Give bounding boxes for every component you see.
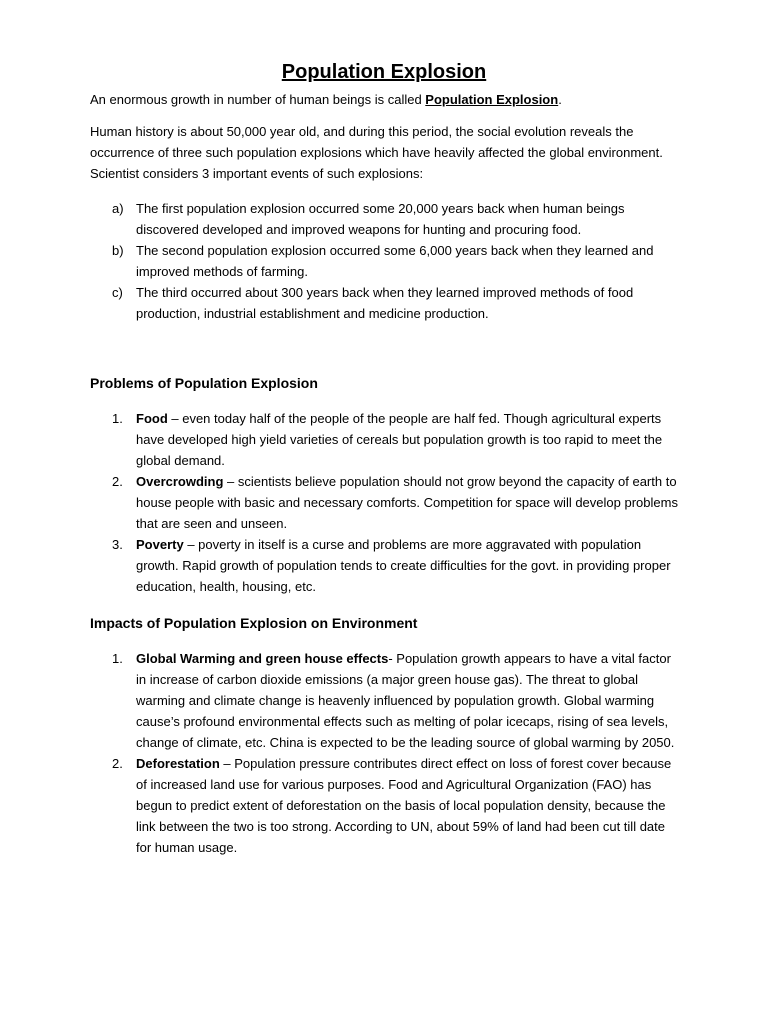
intro-term: Population Explosion (425, 92, 559, 107)
list-item (90, 753, 680, 858)
list-marker: 3. (112, 537, 123, 552)
list-marker: 2. (112, 474, 123, 489)
problems-list (90, 408, 680, 597)
list-marker: a) (112, 201, 124, 216)
intro-suffix: . (558, 92, 562, 107)
list-item-term: Deforestation (136, 756, 220, 771)
list-item (90, 408, 680, 471)
intro-prefix: An enormous growth in number of human beings is called (90, 92, 426, 107)
list-item (90, 471, 680, 534)
list-item-text: The third occurred about 300 years back when they learned improved methods of food production, industrial establishment and medicine production. (136, 285, 634, 321)
list-item (90, 240, 680, 282)
impacts-heading: Impacts of Population Explosion on Environment (90, 615, 418, 631)
list-marker: 1. (112, 411, 123, 426)
page-title-text: Population Explosion (281, 61, 487, 84)
list-item-text: – Population pressure contributes direct effect on loss of forest cover because of increased land use for various purposes. Food and Agricultural Organization (FAO) has begun to predict extent of deforestation on the basis of local population density, because the link between the two is too strong. According to UN, about 59% of land had been cut till date for human usage. (136, 756, 672, 855)
list-item-term: Global Warming and green house effects (136, 651, 389, 666)
list-item (90, 198, 680, 240)
list-item-term: Food (136, 411, 168, 426)
list-item-text: - Population growth appears to have a vital factor in increase of carbon dioxide emissions (a major green house gas). The threat to global warming and climate change is heavenly influenced by population growth. Global warming cause’s profound environmental effects such as melting of polar icecaps, rising of sea levels, change of climate, etc. China is expected to be the leading source of global warming by 2050. (136, 651, 675, 750)
list-marker: c) (112, 285, 123, 300)
list-item-text: – even today half of the people of the people are half fed. Though agricultural experts have developed high yield varieties of cereals but population growth is too rapid to meet the global demand. (136, 411, 663, 468)
list-item-text: – poverty in itself is a curse and problems are more aggravated with population growth. Rapid growth of population tends to create difficulties for the govt. in providing proper education, health, housing, etc. (136, 537, 671, 594)
list-item (90, 534, 680, 597)
problems-heading: Problems of Population Explosion (90, 375, 318, 391)
list-marker: b) (112, 243, 124, 258)
list-item (90, 282, 680, 324)
events-list (90, 198, 680, 324)
page-title (0, 59, 768, 85)
list-marker: 2. (112, 756, 123, 771)
list-item-term: Poverty (136, 537, 184, 552)
history-paragraph: Human history is about 50,000 year old, and during this period, the social evolution reveals the occurrence of three such population explosions which have heavily affected the global environment. Scientist considers 3 important events of such explosions: (90, 124, 663, 181)
impacts-list (90, 648, 680, 858)
intro-paragraph (90, 89, 690, 110)
list-item-term: Overcrowding (136, 474, 224, 489)
list-marker: 1. (112, 651, 123, 666)
list-item-text: – scientists believe population should not grow beyond the capacity of earth to house people with basic and necessary comforts. Competition for space will develop problems that are seen and unseen. (136, 474, 678, 531)
list-item-text: The first population explosion occurred some 20,000 years back when human beings discovered developed and improved weapons for hunting and procuring food. (136, 201, 625, 237)
list-item-text: The second population explosion occurred some 6,000 years back when they learned and improved methods of farming. (136, 243, 654, 279)
list-item (90, 648, 680, 753)
